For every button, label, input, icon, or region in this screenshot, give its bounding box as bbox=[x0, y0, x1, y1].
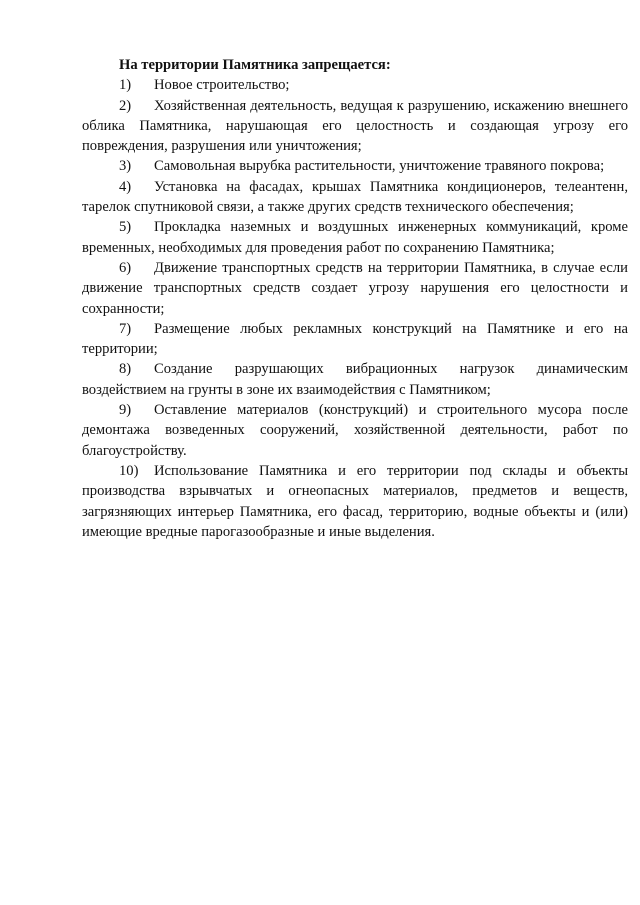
item-text: Прокладка наземных и воздушных инженерных коммуникаций, кроме временных, необходимых для проведения работ по сохранению Памятника; bbox=[82, 219, 628, 256]
document-body bbox=[82, 55, 628, 542]
item-number: 8) bbox=[119, 361, 132, 378]
section-heading: На территории Памятника запрещается: bbox=[119, 57, 391, 73]
list-item bbox=[82, 258, 628, 319]
list-item bbox=[82, 400, 628, 461]
item-number: 2) bbox=[119, 97, 132, 114]
item-number: 3) bbox=[119, 158, 132, 175]
list-item bbox=[82, 319, 628, 360]
item-number: 9) bbox=[119, 402, 132, 419]
item-number: 1) bbox=[119, 77, 132, 94]
list-item bbox=[82, 461, 628, 542]
list-item bbox=[82, 75, 628, 95]
item-text: Оставление материалов (конструкций) и строительного мусора после демонтажа возведенных сооружений, хозяйственной деятельности, работ по благоустройству. bbox=[82, 402, 628, 459]
list-item bbox=[82, 217, 628, 258]
item-text: Новое строительство; bbox=[154, 77, 290, 94]
item-number: 10) bbox=[119, 462, 139, 479]
item-text: Хозяйственная деятельность, ведущая к разрушению, искажению внешнего облика Памятника, нарушающая его целостность и создающая угрозу его повреждения, разрушения или уничтожения; bbox=[82, 97, 628, 155]
item-text: Самовольная вырубка растительности, уничтожение травяного покрова; bbox=[154, 158, 605, 175]
list-item bbox=[82, 177, 628, 218]
item-text: Движение транспортных средств на территории Памятника, в случае если движение транспортных средств создает угрозу нарушения его целостности и сохранности; bbox=[82, 259, 628, 317]
item-number: 5) bbox=[119, 219, 132, 236]
item-number: 6) bbox=[119, 259, 132, 276]
item-text: Установка на фасадах, крышах Памятника кондиционеров, телеантенн, тарелок спутниковой связи, а также других средств технического обеспечения; bbox=[82, 178, 628, 216]
item-number: 7) bbox=[119, 320, 132, 337]
list-item bbox=[82, 96, 628, 157]
item-text: Создание разрушающих вибрационных нагрузок динамическим воздействием на грунты в зоне их взаимодействия с Памятником; bbox=[82, 361, 628, 398]
item-number: 4) bbox=[119, 178, 132, 195]
item-text: Использование Памятника и его территории под склады и объекты производства взрывчатых и огнеопасных материалов, предметов и веществ, загрязняющих интерьер Памятника, его фасад, территорию, водные объекты и (или) имеющие вредные парогазообразные и иные выделения. bbox=[82, 462, 628, 540]
list-item bbox=[82, 359, 628, 400]
list-item bbox=[82, 156, 628, 176]
item-text: Размещение любых рекламных конструкций на Памятнике и его на территории; bbox=[82, 320, 628, 358]
